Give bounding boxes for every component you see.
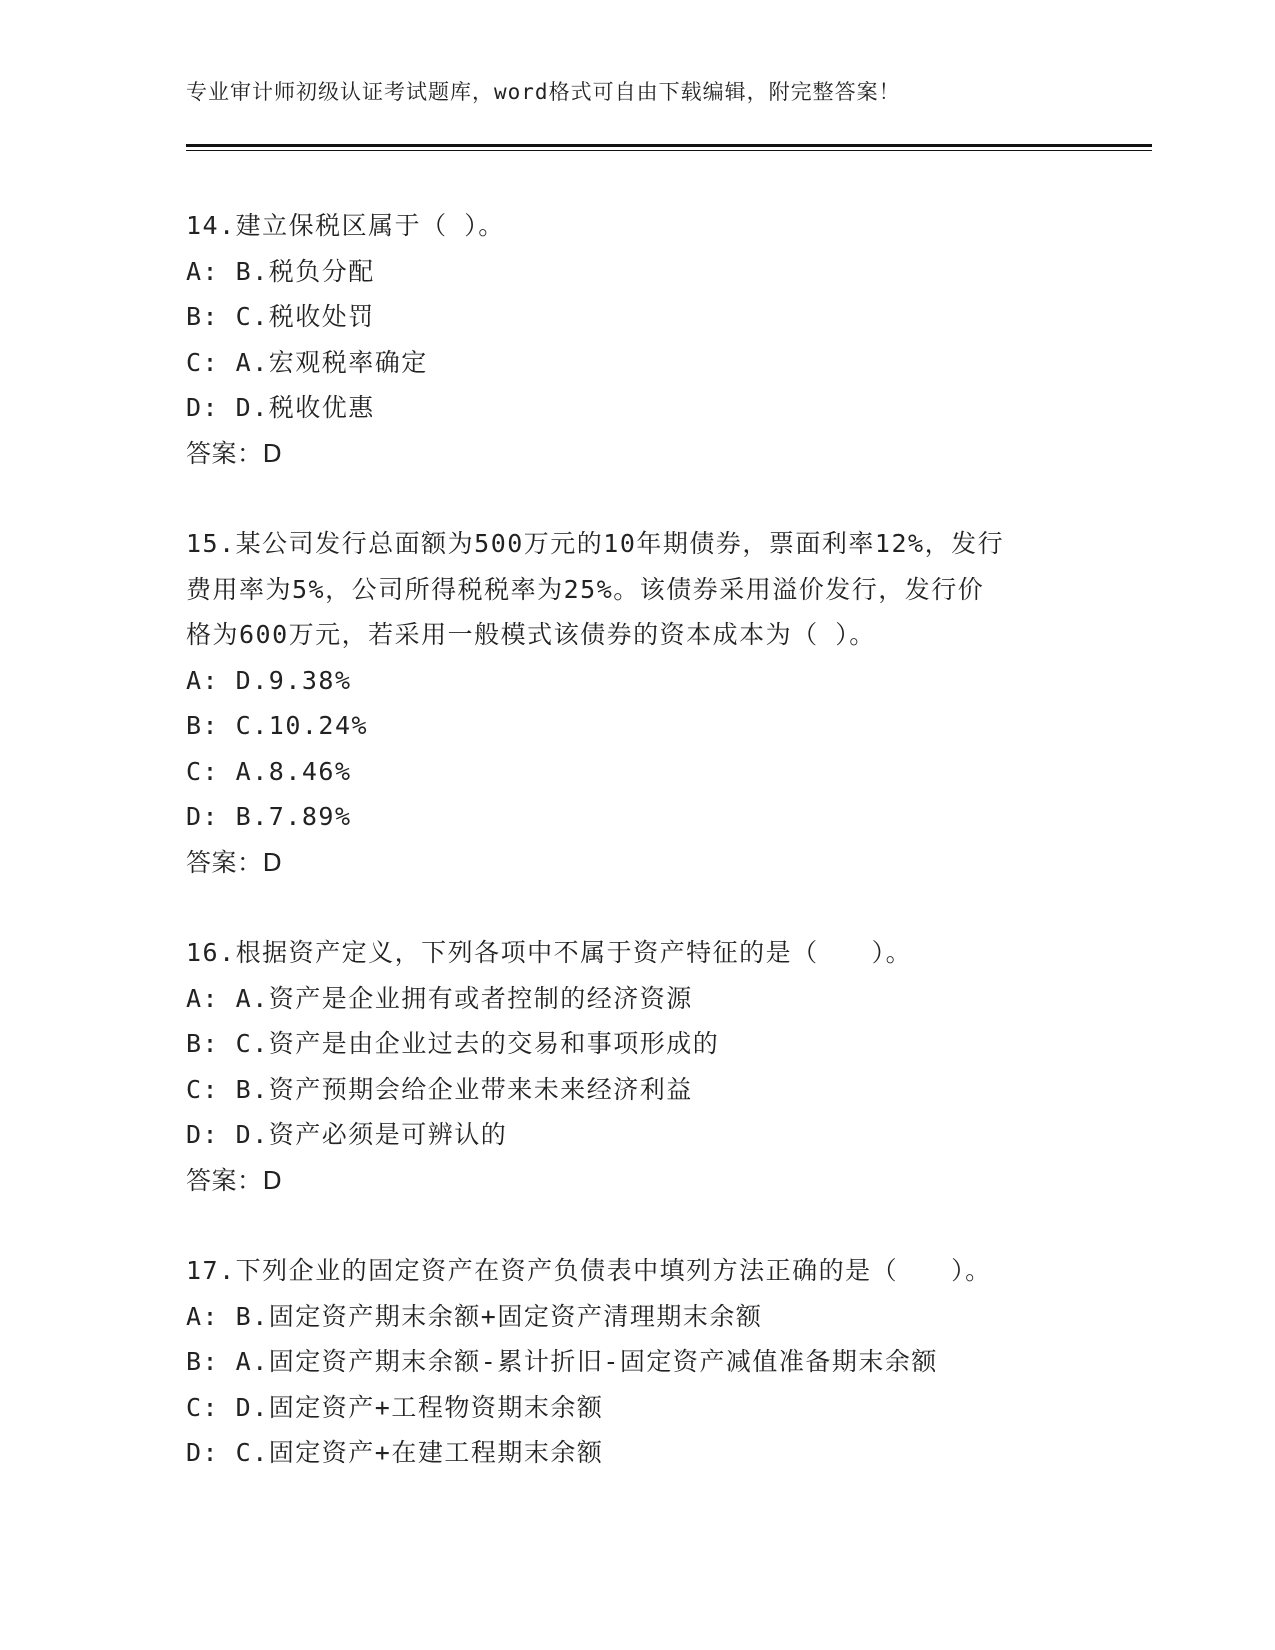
option-text: D.固定资产+工程物资期末余额 <box>235 1392 604 1422</box>
option-a <box>186 976 1086 1022</box>
option-d <box>186 1430 1086 1476</box>
option-d <box>186 794 1086 840</box>
option-label: B: <box>186 1029 220 1058</box>
option-a <box>186 1294 1086 1340</box>
option-label: A: <box>186 983 220 1013</box>
option-label: D: <box>186 1438 220 1467</box>
answer-line: 答案：D <box>186 438 283 468</box>
question-stem-continued: 费用率为5%，公司所得税税率为25%。该债券采用溢价发行，发行价 <box>186 574 985 604</box>
option-text: C.资产是由企业过去的交易和事项形成的 <box>235 1029 720 1058</box>
option-label: C: <box>186 1392 220 1422</box>
option-c <box>186 1067 1086 1113</box>
option-text: A.固定资产期末余额-累计折旧-固定资产减值准备期末余额 <box>235 1347 938 1376</box>
option-label: B: <box>186 1347 220 1376</box>
header-rule-thin <box>186 150 1152 151</box>
option-text: A.宏观税率确定 <box>235 347 428 377</box>
question-16 <box>186 930 1086 1203</box>
option-d <box>186 385 1086 431</box>
option-text: A.8.46% <box>235 756 352 786</box>
option-text: C.税收处罚 <box>235 302 375 331</box>
option-text: C.固定资产+在建工程期末余额 <box>235 1438 604 1467</box>
option-b <box>186 703 1086 749</box>
option-label: A: <box>186 665 220 695</box>
option-text: B.税负分配 <box>235 256 375 286</box>
option-label: D: <box>186 802 220 831</box>
question-17 <box>186 1248 1086 1476</box>
option-text: B.7.89% <box>235 802 352 831</box>
option-label: C: <box>186 1074 220 1104</box>
option-label: A: <box>186 1301 220 1331</box>
option-label: D: <box>186 393 220 422</box>
option-c <box>186 340 1086 386</box>
option-c <box>186 749 1086 795</box>
option-label: B: <box>186 711 220 740</box>
answer-line: 答案：D <box>186 847 283 877</box>
answer-line: 答案：D <box>186 1165 283 1195</box>
question-stem: 17.下列企业的固定资产在资产负债表中填列方法正确的是（ ）。 <box>186 1256 992 1285</box>
option-a <box>186 249 1086 295</box>
header-rule-thick <box>186 144 1152 147</box>
option-text: D.税收优惠 <box>235 393 375 422</box>
option-label: C: <box>186 756 220 786</box>
option-b <box>186 1021 1086 1067</box>
option-text: D.资产必须是可辨认的 <box>235 1120 508 1149</box>
option-label: C: <box>186 347 220 377</box>
option-b <box>186 1339 1086 1385</box>
question-15 <box>186 521 1086 885</box>
option-label: A: <box>186 256 220 286</box>
question-14 <box>186 203 1086 476</box>
option-b <box>186 294 1086 340</box>
option-text: C.10.24% <box>235 711 369 740</box>
question-stem: 16.根据资产定义，下列各项中不属于资产特征的是（ ）。 <box>186 938 913 967</box>
question-stem: 14.建立保税区属于（ ）。 <box>186 211 505 240</box>
option-label: B: <box>186 302 220 331</box>
option-label: D: <box>186 1120 220 1149</box>
option-d <box>186 1112 1086 1158</box>
question-stem-continued: 格为600万元，若采用一般模式该债券的资本成本为（ ）。 <box>186 620 876 649</box>
option-a <box>186 658 1086 704</box>
question-list <box>186 203 1086 1521</box>
page-header: 专业审计师初级认证考试题库，word格式可自由下载编辑，附完整答案！ <box>186 80 901 104</box>
option-text: B.资产预期会给企业带来未来经济利益 <box>235 1074 693 1104</box>
option-text: B.固定资产期末余额+固定资产清理期末余额 <box>235 1301 763 1331</box>
question-stem: 15.某公司发行总面额为500万元的10年期债券，票面利率12%，发行 <box>186 529 1005 558</box>
option-c <box>186 1385 1086 1431</box>
option-text: D.9.38% <box>235 665 352 695</box>
option-text: A.资产是企业拥有或者控制的经济资源 <box>235 983 693 1013</box>
